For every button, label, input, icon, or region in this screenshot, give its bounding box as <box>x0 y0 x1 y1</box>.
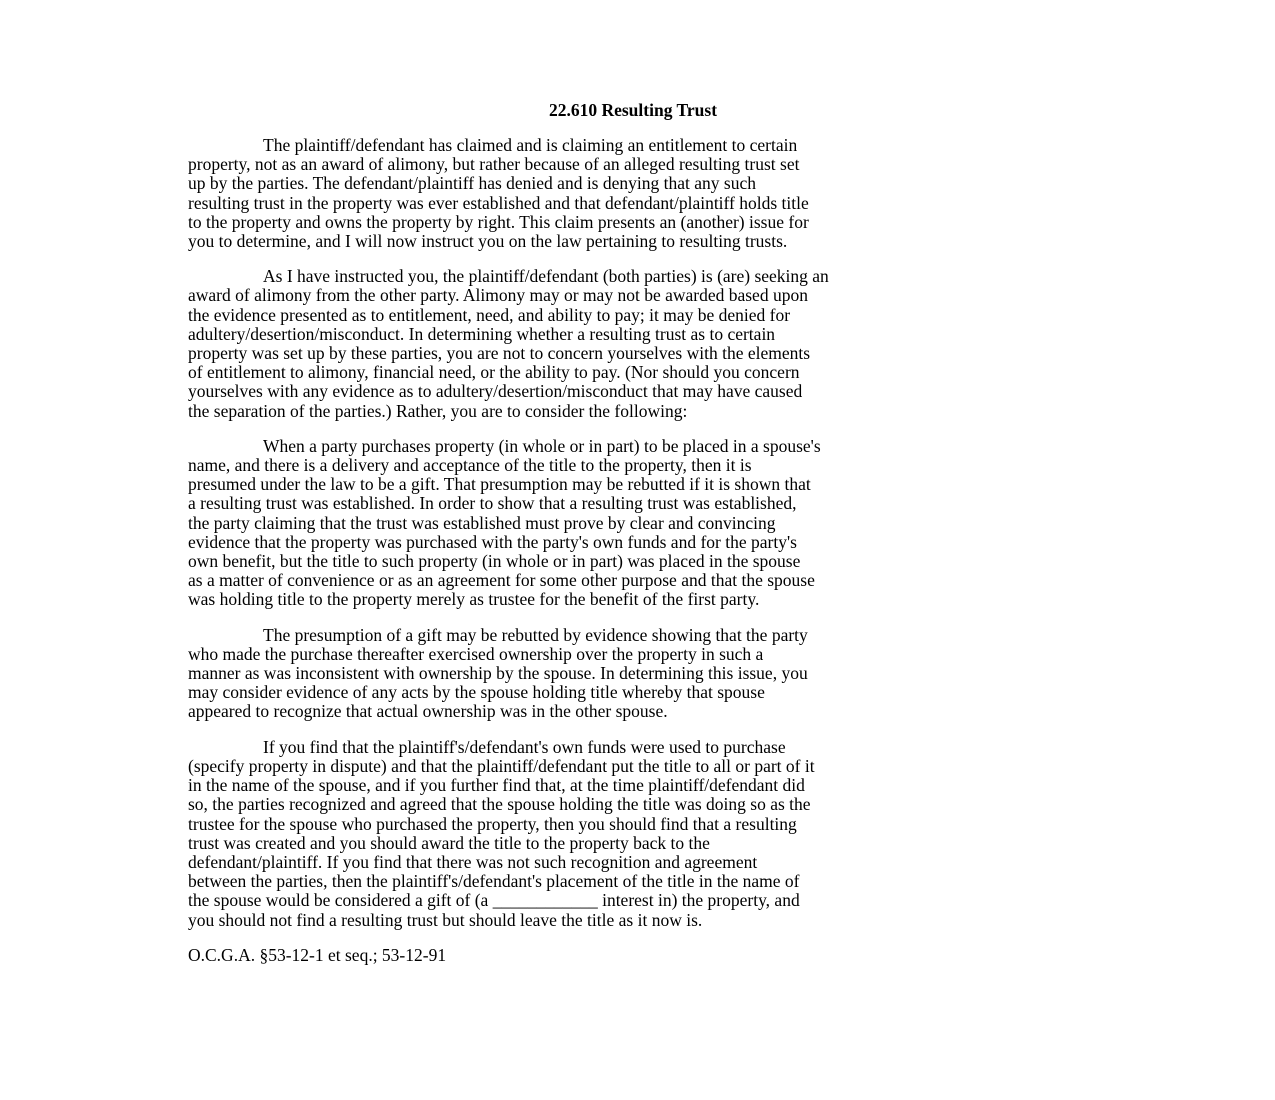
paragraph-line: The plaintiff/defendant has claimed and is claiming an entitlement to certain <box>263 135 798 155</box>
paragraph-line: the evidence presented as to entitlement, need, and ability to pay; it may be denied for <box>188 304 791 325</box>
paragraph-line: may consider evidence of any acts by the spouse holding title whereby that spouse <box>188 682 765 703</box>
paragraph-line: manner as was inconsistent with ownership by the spouse. In determining this issue, you <box>188 663 808 684</box>
paragraph-line: you should not find a resulting trust but should leave the title as it now is. <box>188 909 703 930</box>
paragraph-line: so, the parties recognized and agreed that the spouse holding the title was doing so as the <box>188 794 811 815</box>
paragraph-line: yourselves with any evidence as to adultery/desertion/misconduct that may have caused <box>188 381 803 402</box>
paragraph-line: (specify property in dispute) and that the plaintiff/defendant put the title to all or part of it <box>188 755 815 776</box>
paragraph-line: trust was created and you should award the title to the property back to the <box>188 832 710 853</box>
paragraph-line: appeared to recognize that actual ownership was in the other spouse. <box>188 701 668 722</box>
paragraph-line: to the property and owns the property by right. This claim presents an (another) issue for <box>188 211 809 232</box>
paragraph-4 <box>188 626 1088 722</box>
paragraph-line: own benefit, but the title to such property (in whole or in part) was placed in the spouse <box>188 551 801 572</box>
legal-citation: O.C.G.A. §53-12-1 et seq.; 53-12-91 <box>188 944 447 965</box>
paragraph-1 <box>188 136 1088 251</box>
paragraph-line: as a matter of convenience or as an agreement for some other purpose and that the spouse <box>188 570 815 591</box>
paragraph-line: between the parties, then the plaintiff's/defendant's placement of the title in the name of <box>188 871 800 892</box>
paragraph-2 <box>188 267 1088 421</box>
paragraph-line: evidence that the property was purchased with the party's own funds and for the party's <box>188 531 797 552</box>
paragraph-line: of entitlement to alimony, financial need, or the ability to pay. (Nor should you concern <box>188 362 800 383</box>
paragraph-line: the party claiming that the trust was established must prove by clear and convincing <box>188 512 776 533</box>
paragraph-line: resulting trust in the property was ever established and that defendant/plaintiff holds title <box>188 192 809 213</box>
paragraph-5 <box>188 738 1088 930</box>
paragraph-line: in the name of the spouse, and if you further find that, at the time plaintiff/defendant did <box>188 775 805 796</box>
paragraph-line: defendant/plaintiff. If you find that there was not such recognition and agreement <box>188 851 758 872</box>
document-page <box>188 100 1088 965</box>
paragraph-line: you to determine, and I will now instruct you on the law pertaining to resulting trusts. <box>188 231 788 252</box>
paragraph-line: property was set up by these parties, you are not to concern yourselves with the elements <box>188 343 811 364</box>
paragraph-line: presumed under the law to be a gift. That presumption may be rebutted if it is shown that <box>188 474 811 495</box>
document-title: 22.610 Resulting Trust <box>548 100 718 120</box>
paragraph-line: adultery/desertion/misconduct. In determining whether a resulting trust as to certain <box>188 323 776 344</box>
paragraph-line: property, not as an award of alimony, but rather because of an alleged resulting trust set <box>188 154 800 175</box>
paragraph-line: up by the parties. The defendant/plaintiff has denied and is denying that any such <box>188 173 756 194</box>
paragraph-3 <box>188 437 1088 610</box>
paragraph-line: trustee for the spouse who purchased the property, then you should find that a resulting <box>188 813 797 834</box>
paragraph-line: As I have instructed you, the plaintiff/defendant (both parties) is (are) seeking an <box>263 266 829 287</box>
paragraph-line: the separation of the parties.) Rather, you are to consider the following: <box>188 400 688 421</box>
paragraph-line: name, and there is a delivery and acceptance of the title to the property, then it is <box>188 455 752 476</box>
paragraph-line: the spouse would be considered a gift of (a ____________ interest in) the property, and <box>188 890 800 911</box>
paragraph-line: was holding title to the property merely as trustee for the benefit of the first party. <box>188 589 760 610</box>
paragraph-line: If you find that the plaintiff's/defendant's own funds were used to purchase <box>263 736 786 757</box>
paragraph-line: who made the purchase thereafter exercised ownership over the property in such a <box>188 643 764 664</box>
paragraph-line: award of alimony from the other party. Alimony may or may not be awarded based upon <box>188 285 808 306</box>
paragraph-line: a resulting trust was established. In order to show that a resulting trust was established, <box>188 493 797 514</box>
paragraph-line: When a party purchases property (in whole or in part) to be placed in a spouse's <box>263 435 821 456</box>
paragraph-line: The presumption of a gift may be rebutted by evidence showing that the party <box>263 624 808 645</box>
